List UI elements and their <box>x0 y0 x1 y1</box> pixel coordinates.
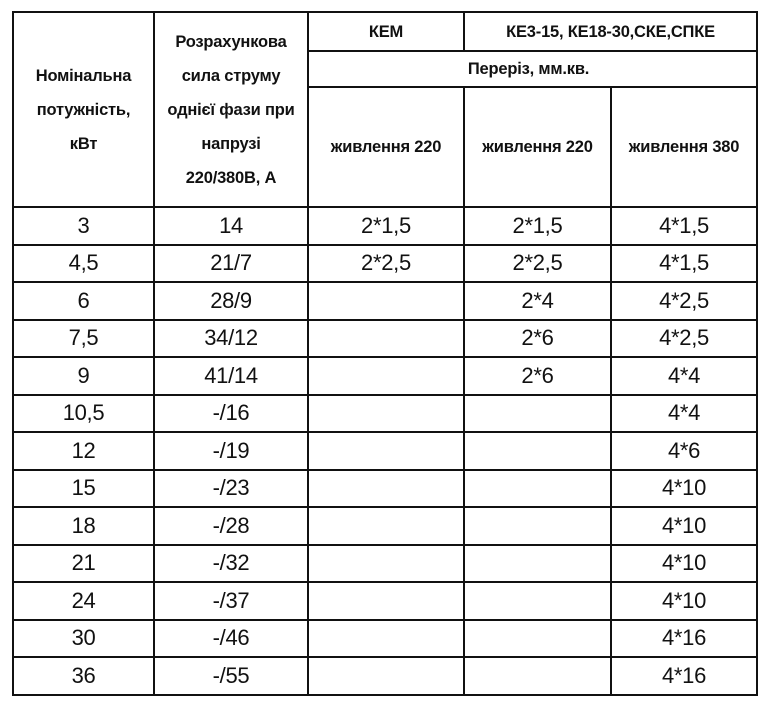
cell-power: 9 <box>13 357 154 395</box>
cell-power: 36 <box>13 657 154 695</box>
cell-current: -/55 <box>154 657 308 695</box>
header-nominal-power <box>13 12 154 207</box>
header-ke-supply-380: живлення 380 <box>611 87 757 207</box>
cell-power: 30 <box>13 620 154 658</box>
cell-current: 41/14 <box>154 357 308 395</box>
cell-kem-220 <box>308 657 464 695</box>
cell-current: -/19 <box>154 432 308 470</box>
table-row <box>13 620 757 658</box>
cell-power: 12 <box>13 432 154 470</box>
cell-power: 18 <box>13 507 154 545</box>
cell-ke-220 <box>464 395 611 433</box>
cell-ke-220 <box>464 657 611 695</box>
header-calculated-current <box>154 12 308 207</box>
cell-ke-220 <box>464 470 611 508</box>
cell-power: 3 <box>13 207 154 245</box>
table-body <box>13 207 757 695</box>
header-power-line-2: потужність, <box>36 100 131 119</box>
cell-ke-380: 4*10 <box>611 507 757 545</box>
cell-power: 24 <box>13 582 154 620</box>
table-row <box>13 507 757 545</box>
cell-ke-380: 4*10 <box>611 470 757 508</box>
cell-current: 14 <box>154 207 308 245</box>
table-row <box>13 357 757 395</box>
table-row <box>13 282 757 320</box>
cell-ke-380: 4*4 <box>611 395 757 433</box>
cell-power: 6 <box>13 282 154 320</box>
cell-ke-220 <box>464 432 611 470</box>
cell-ke-380: 4*6 <box>611 432 757 470</box>
cell-ke-380: 4*16 <box>611 657 757 695</box>
table-row <box>13 320 757 358</box>
cell-power: 7,5 <box>13 320 154 358</box>
cell-kem-220 <box>308 507 464 545</box>
cell-kem-220 <box>308 282 464 320</box>
header-kem-supply-220: живлення 220 <box>308 87 464 207</box>
table-row <box>13 657 757 695</box>
cell-ke-220 <box>464 620 611 658</box>
header-power-line-3: кВт <box>69 134 98 153</box>
cell-kem-220 <box>308 470 464 508</box>
cell-kem-220 <box>308 320 464 358</box>
cell-ke-220: 2*2,5 <box>464 245 611 283</box>
cell-current: -/37 <box>154 582 308 620</box>
cell-current: 21/7 <box>154 245 308 283</box>
cell-current: 34/12 <box>154 320 308 358</box>
header-cross-section: Переріз, мм.кв. <box>308 51 757 87</box>
table-row <box>13 207 757 245</box>
cell-ke-220: 2*6 <box>464 357 611 395</box>
cell-current: -/28 <box>154 507 308 545</box>
cell-ke-380: 4*1,5 <box>611 245 757 283</box>
cell-power: 15 <box>13 470 154 508</box>
cell-kem-220: 2*1,5 <box>308 207 464 245</box>
cell-ke-220 <box>464 507 611 545</box>
header-group-ke: КЕ3-15, КЕ18-30,СКЕ,СПКЕ <box>464 12 757 51</box>
cell-ke-380: 4*10 <box>611 545 757 583</box>
header-current-line-2: сила струму <box>181 66 281 85</box>
cell-current: 28/9 <box>154 282 308 320</box>
cell-ke-380: 4*2,5 <box>611 320 757 358</box>
header-current-line-3: однієї фази при <box>167 100 295 119</box>
cell-kem-220 <box>308 620 464 658</box>
cell-ke-380: 4*4 <box>611 357 757 395</box>
cell-kem-220 <box>308 357 464 395</box>
cell-ke-220 <box>464 582 611 620</box>
cell-current: -/46 <box>154 620 308 658</box>
header-ke-supply-220: живлення 220 <box>464 87 611 207</box>
cell-ke-380: 4*10 <box>611 582 757 620</box>
cell-kem-220 <box>308 395 464 433</box>
cell-kem-220 <box>308 432 464 470</box>
table-row <box>13 582 757 620</box>
cell-ke-220: 2*4 <box>464 282 611 320</box>
cell-current: -/32 <box>154 545 308 583</box>
table-row <box>13 432 757 470</box>
table-row <box>13 245 757 283</box>
cell-kem-220 <box>308 545 464 583</box>
table-row <box>13 395 757 433</box>
cell-ke-380: 4*16 <box>611 620 757 658</box>
cell-power: 4,5 <box>13 245 154 283</box>
cable-cross-section-table <box>12 11 758 696</box>
cell-ke-220: 2*1,5 <box>464 207 611 245</box>
table-row <box>13 545 757 583</box>
cell-kem-220 <box>308 582 464 620</box>
cell-ke-380: 4*2,5 <box>611 282 757 320</box>
cell-power: 10,5 <box>13 395 154 433</box>
cell-ke-220: 2*6 <box>464 320 611 358</box>
cell-ke-380: 4*1,5 <box>611 207 757 245</box>
table-header <box>13 12 757 207</box>
cell-current: -/23 <box>154 470 308 508</box>
cell-power: 21 <box>13 545 154 583</box>
header-power-line-1: Номінальна <box>35 66 132 85</box>
header-current-line-5: 220/380В, А <box>185 168 277 187</box>
header-current-line-1: Розрахункова <box>175 32 287 51</box>
header-group-kem: КЕМ <box>308 12 464 51</box>
header-current-line-4: напрузі <box>201 134 261 153</box>
cell-ke-220 <box>464 545 611 583</box>
table-row <box>13 470 757 508</box>
cell-current: -/16 <box>154 395 308 433</box>
cell-kem-220: 2*2,5 <box>308 245 464 283</box>
